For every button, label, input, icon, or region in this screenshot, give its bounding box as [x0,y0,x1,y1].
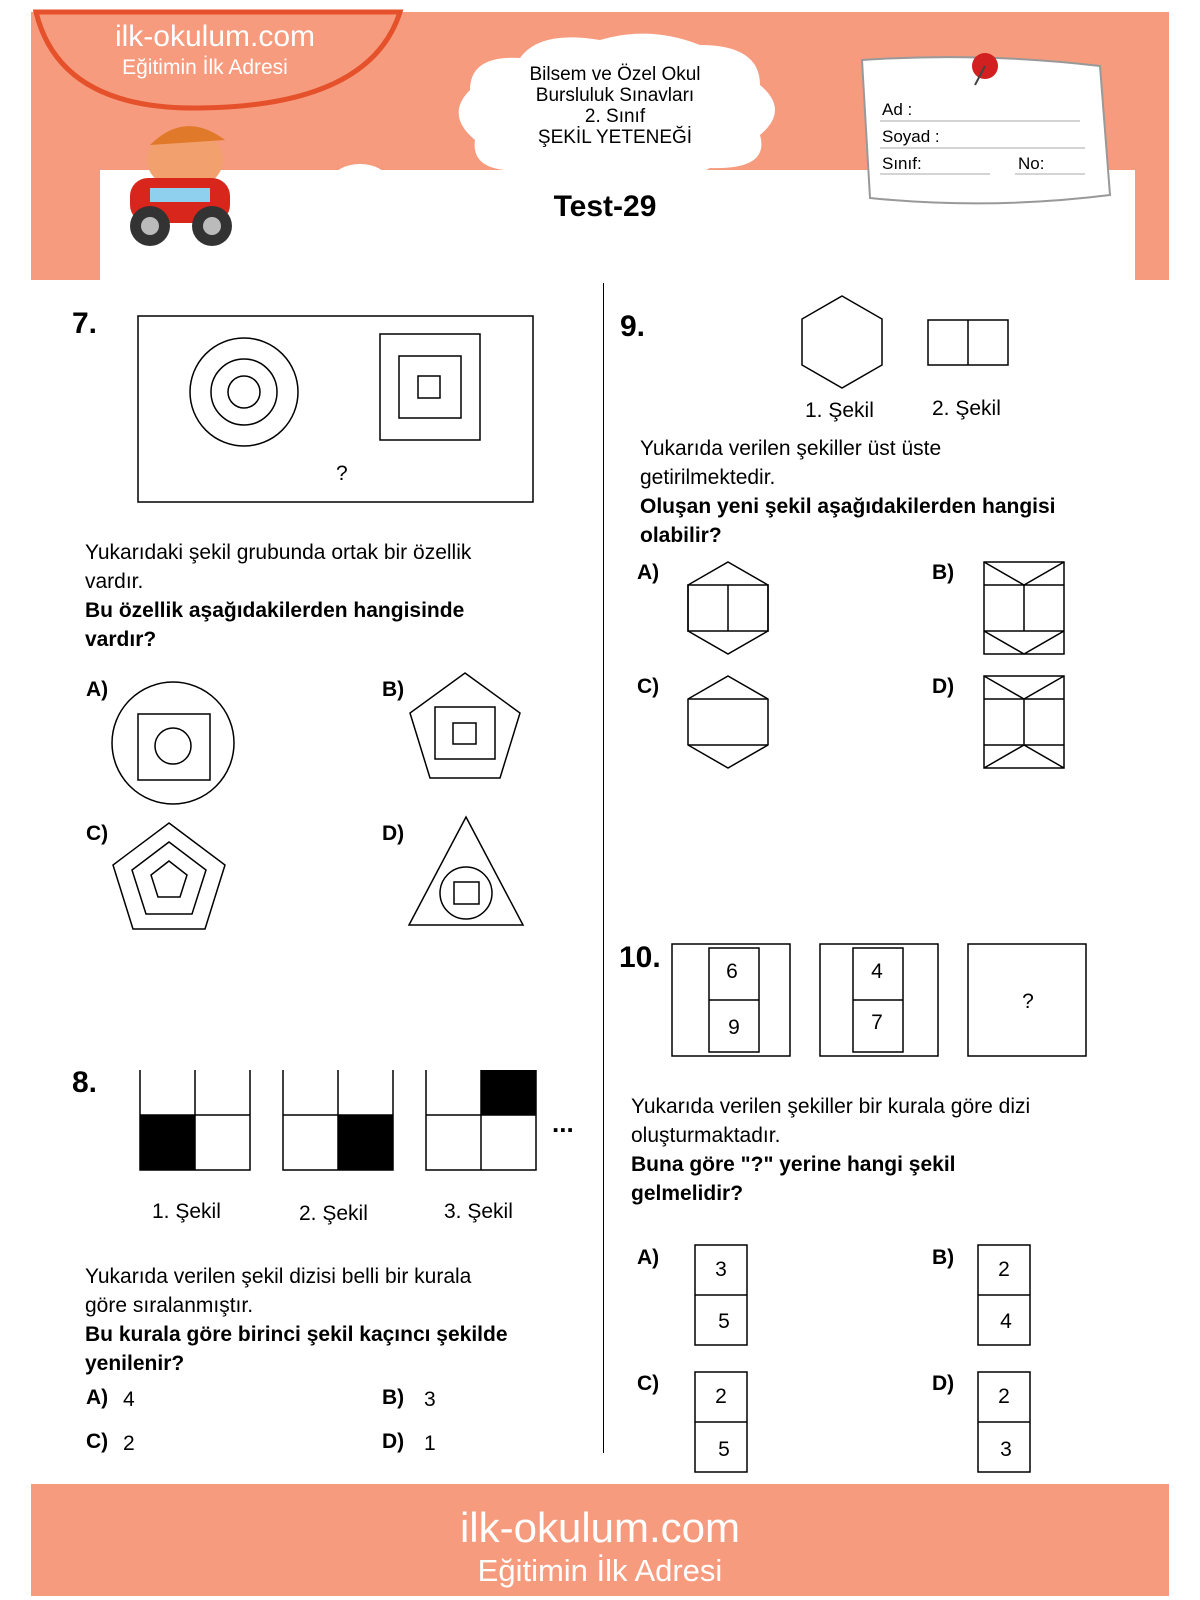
q9-option-b-figure [984,562,1064,654]
footer-tagline: Eğitimin İlk Adresi [477,1553,723,1588]
q7-option-c[interactable]: C) [86,822,109,845]
cloud-bubble [258,198,282,214]
q7-question-mark: ? [336,462,348,485]
q8-question-line: yenilenir? [85,1352,185,1375]
q10-option-a[interactable]: A) [637,1246,660,1269]
q10-option-b-top: 2 [998,1258,1010,1281]
q9-option-c[interactable]: C) [637,675,660,698]
q8-option-b-value: 3 [424,1388,436,1411]
q10-option-d-top: 2 [998,1385,1010,1408]
q8-option-d-value: 1 [424,1432,436,1455]
q8-question-line: Bu kurala göre birinci şekil kaçıncı şekilde [85,1323,508,1346]
q7-option-b-figure [410,673,520,778]
q7-text-line: vardır. [85,570,144,593]
q8-option-a-value: 4 [123,1388,135,1411]
q7-question-line: vardır? [85,628,157,651]
q10-option-b-bottom: 4 [1000,1310,1012,1333]
q8-option-b[interactable]: B) [382,1386,405,1409]
q8-option-d[interactable]: D) [382,1430,405,1453]
q10-option-boxes [600,1240,1200,1480]
q10-option-b[interactable]: B) [932,1246,955,1269]
name-label: Ad : [882,100,913,119]
footer-brand[interactable]: ilk-okulum.com [459,1504,741,1551]
q7-option-c-figure [113,823,225,929]
q8-option-a[interactable]: A) [86,1386,109,1409]
cloud-bubble [237,210,253,222]
q9-option-b[interactable]: B) [932,561,955,584]
q8-text-line: göre sıralanmıştır. [85,1294,254,1317]
q9-option-c-figure [688,676,768,768]
q9-option-d-figure [984,676,1064,768]
q10-seq-1-bottom: 9 [728,1016,740,1039]
q9-number: 9. [620,310,646,343]
q9-option-a[interactable]: A) [637,561,660,584]
q9-text [640,434,1056,550]
q7-option-a[interactable]: A) [86,678,109,701]
q8-label-1: 1. Şekil [152,1200,221,1223]
q10-text-line: Yukarıda verilen şekiller bir kurala göre dizi [631,1095,1031,1118]
q7-option-a-figure [112,682,234,804]
cloud-line: Bilsem ve Özel Okul [529,64,701,85]
q7-option-d-figure [409,817,523,925]
header-tagline: Eğitimin İlk Adresi [122,56,288,79]
q7-question-line: Bu özellik aşağıdakilerden hangisinde [85,599,465,622]
cloud-line: ŞEKİL YETENEĞİ [537,127,693,148]
q9-label-1: 1. Şekil [805,399,874,422]
q10-option-d-bottom: 3 [1000,1438,1012,1461]
class-label: Sınıf: [882,154,922,173]
q8-option-c-value: 2 [123,1432,135,1455]
cloud-line: 2. Sınıf [584,106,646,127]
q9-split-rectangle [928,320,1008,365]
q8-text-line: Yukarıda verilen şekil dizisi belli bir kurala [85,1265,472,1288]
q9-question-line: Oluşan yeni şekil aşağıdakilerden hangisi [640,495,1056,518]
q7-number: 7. [72,307,98,340]
q10-option-a-bottom: 5 [718,1310,730,1333]
cloud-bubble [334,164,386,192]
car-mascot-icon [130,126,232,246]
q9-hexagon [802,296,882,388]
q10-unknown: ? [1022,990,1034,1013]
q10-question-line: Buna göre "?" yerine hangi şekil [631,1153,956,1176]
cloud-line: Bursluluk Sınavları [535,85,695,106]
q10-option-a-top: 3 [715,1258,727,1281]
q8-label-3: 3. Şekil [444,1200,513,1223]
q7-text [85,538,471,654]
q10-text-line: oluşturmaktadır. [631,1124,781,1147]
q9-question-line: olabilir? [640,524,722,547]
q9-option-a-figure [688,562,768,654]
q9-label-2: 2. Şekil [932,397,1001,420]
q10-seq-2-top: 4 [871,960,883,983]
q9-text-line: getirilmektedir. [640,466,776,489]
q10-option-d[interactable]: D) [932,1372,955,1395]
q10-option-c-bottom: 5 [718,1438,730,1461]
cloud-text [490,64,740,148]
no-label: No: [1018,154,1045,173]
q8-number: 8. [72,1066,98,1099]
q8-ellipsis: ... [552,1108,574,1138]
header-brand[interactable]: ilk-okulum.com [114,20,316,53]
q10-text [631,1092,1030,1208]
q8-label-2: 2. Şekil [299,1202,368,1225]
q10-question-line: gelmelidir? [631,1182,744,1205]
q7-option-d[interactable]: D) [382,822,405,845]
q7-option-b[interactable]: B) [382,678,405,701]
q8-option-c[interactable]: C) [86,1430,109,1453]
q7-text-line: Yukarıdaki şekil grubunda ortak bir özellik [85,541,472,564]
q8-text [85,1262,508,1378]
surname-label: Soyad : [882,127,940,146]
q10-option-c[interactable]: C) [637,1372,660,1395]
q9-option-d[interactable]: D) [932,675,955,698]
q10-number: 10. [619,941,661,974]
cloud-bubble [289,183,321,203]
q10-option-c-top: 2 [715,1385,727,1408]
test-title: Test-29 [553,190,657,223]
q10-seq-2-bottom: 7 [871,1011,883,1034]
q10-seq-1-top: 6 [726,960,738,983]
q8-figures-top [130,1060,600,1185]
q9-text-line: Yukarıda verilen şekiller üst üste [640,437,942,460]
